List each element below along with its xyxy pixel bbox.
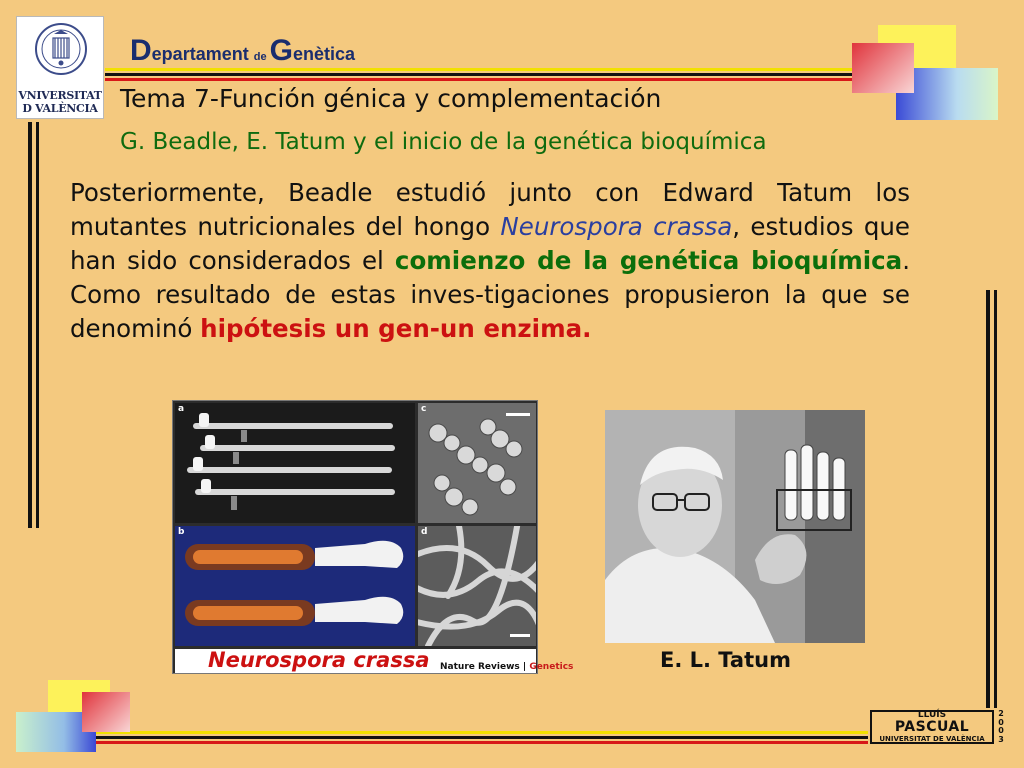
figure-credit — [440, 662, 573, 672]
neurospora-figure — [172, 400, 538, 674]
panel-c-label: c — [421, 404, 427, 414]
credit-part-b: Genetics — [529, 662, 574, 672]
para-highlight-red: hipótesis un gen-un enzima. — [200, 314, 592, 343]
conidia-illustration — [418, 403, 536, 523]
footer-line-red — [95, 741, 870, 744]
left-double-line-2 — [36, 122, 39, 528]
badge-year-digit: 0 — [998, 717, 1004, 727]
right-double-line — [986, 290, 990, 710]
para-species: Neurospora crassa — [500, 212, 733, 241]
para-text-2: , estudios que han sido considerados el — [70, 212, 910, 275]
dept-word-de: de — [253, 51, 270, 63]
logo-text-line2: D VALÈNCIA — [22, 102, 98, 115]
tatum-caption: E. L. Tatum — [660, 648, 791, 672]
badge-year-digit: 0 — [998, 726, 1004, 735]
para-highlight-green: comienzo de la genética bioquímica — [394, 246, 903, 275]
para-text-1: Posteriormente, Beadle estudió junto con Edward Tatum los mutantes nutricionales del hongo — [70, 178, 910, 241]
badge-last-name: PASCUAL — [894, 719, 970, 735]
credit-part-a: Nature Reviews | — [440, 662, 530, 672]
badge-university: UNIVERSITAT DE VALÈNCIA — [879, 735, 985, 743]
badge-first-name: LLUÍS — [917, 710, 947, 720]
header-line-red — [105, 78, 875, 81]
tatum-portrait-illustration — [605, 410, 865, 643]
university-seal-icon — [34, 22, 88, 76]
header-line-yellow — [105, 68, 875, 71]
tatum-photo — [605, 410, 865, 643]
panel-b-label: b — [178, 527, 185, 537]
badge-year — [996, 710, 1006, 744]
topic-title: Tema 7-Función génica y complementación — [120, 84, 662, 113]
author-badge — [868, 708, 1008, 748]
body-paragraph — [70, 176, 910, 346]
panel-d-hyphae — [418, 526, 536, 646]
topic-subtitle: G. Beadle, E. Tatum y el inicio de la genética bioquímica — [120, 129, 767, 155]
right-double-line-2 — [994, 290, 997, 710]
panel-b-cultures — [175, 526, 415, 646]
dept-word-1: epartament — [151, 44, 254, 64]
department-title — [130, 34, 355, 68]
footer-line-yellow — [95, 731, 870, 734]
badge-year-digit: 3 — [998, 734, 1004, 744]
left-double-line — [28, 122, 32, 528]
dept-initial-d: D — [130, 34, 152, 67]
logo-text-line1: VNIVERSITAT — [18, 89, 102, 102]
university-logo — [16, 16, 104, 119]
dept-word-2: enètica — [292, 44, 356, 64]
panel-c-conidia — [418, 403, 536, 523]
panel-a-tubes — [175, 403, 415, 523]
badge-year-digit: 2 — [998, 709, 1004, 718]
panel-d-label: d — [421, 527, 428, 537]
footer-line-black — [95, 736, 870, 739]
header-line-black — [105, 73, 875, 76]
tubes-illustration — [175, 403, 415, 523]
neurospora-caption: Neurospora crassa — [208, 648, 430, 672]
deco-square-red-bl — [82, 692, 130, 732]
dept-initial-g: G — [269, 34, 293, 67]
cultures-illustration — [175, 526, 415, 646]
hyphae-illustration — [418, 526, 536, 646]
para-text-3: . Como resultado de estas inves-tigaciones propusieron la que se denominó — [70, 246, 910, 343]
deco-square-red — [852, 43, 914, 93]
panel-a-label: a — [178, 404, 185, 414]
